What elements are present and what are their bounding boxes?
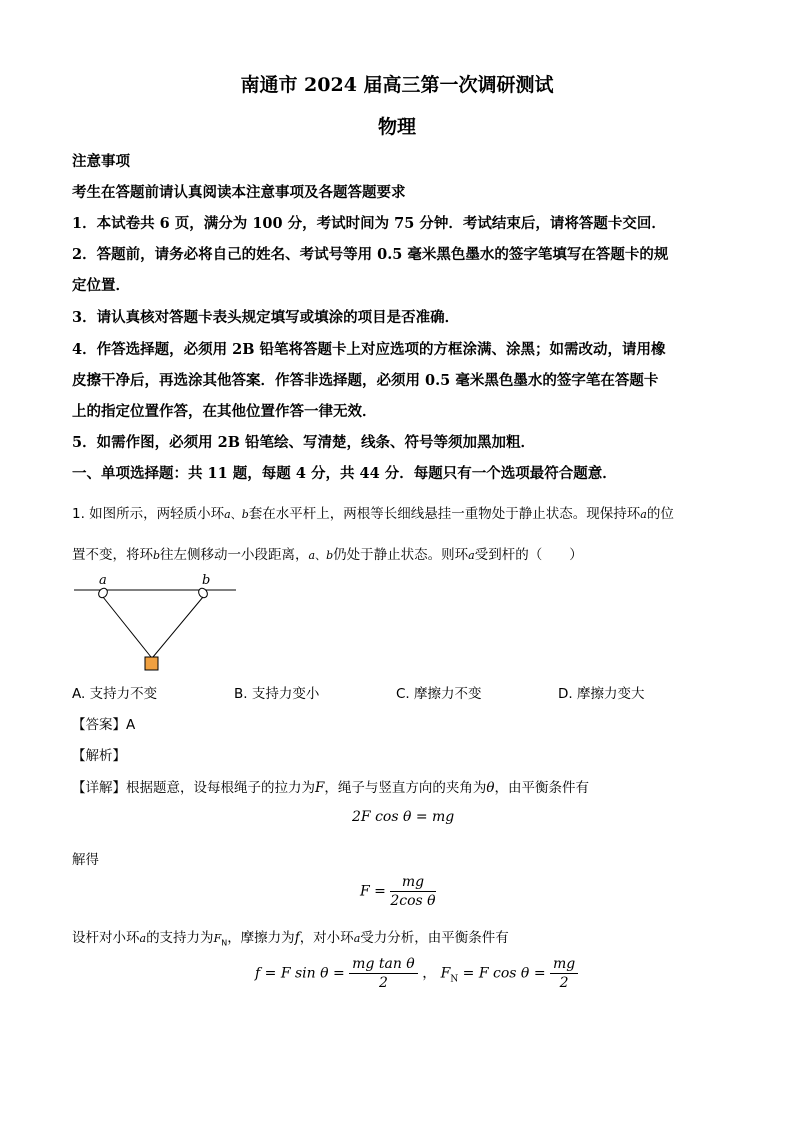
equation-1: 2F cos θ = mg (352, 809, 455, 825)
option-c: C. 摩擦力不变 (396, 686, 482, 702)
ring-a-symbol: a (224, 508, 231, 521)
label-a: a (99, 573, 107, 588)
label-b: b (202, 573, 211, 588)
ring-b-symbol: b (326, 549, 334, 562)
notice-item: 5．如需作图，必须用 2B 铅笔绘、写清楚，线条、符号等须加黑加粗． (72, 434, 536, 451)
option-a: A. 支持力不变 (72, 686, 158, 702)
option-d: D. 摩擦力变大 (558, 686, 645, 702)
notice-heading: 注意事项 (72, 153, 130, 170)
fraction: $\frac{\text{mg tan θ}}{2}$ (349, 956, 418, 991)
equation-2: F = $\frac{mg}{\text{2cos θ}}$ (360, 874, 436, 909)
notice-item: 2．答题前，请务必将自己的姓名、考试号等用 0.5 毫米黑色墨水的签字笔填写在答题卡的规 (72, 246, 669, 263)
notice-item: 3．请认真核对答题卡表头规定填写或填涂的项目是否准确． (72, 309, 460, 326)
ring-a-symbol: a (308, 549, 316, 562)
ring-a-symbol: a (640, 508, 647, 521)
string-left (103, 597, 151, 657)
detail-line: 【详解】根据题意，设每根绳子的拉力为F，绳子与竖直方向的夹角为θ，由平衡条件有 (72, 780, 590, 796)
hanging-weight (145, 657, 158, 670)
section-heading: 一、单项选择题：共 11 题，每题 4 分，共 44 分．每题只有一个选项最符合题意． (72, 465, 617, 482)
analysis-label: 【解析】 (72, 748, 126, 764)
option-b: B. 支持力变小 (234, 686, 320, 702)
notice-item: 1．本试卷共 6 页，满分为 100 分，考试时间为 75 分钟．考试结束后，请将答题卡交回． (72, 215, 666, 232)
fraction: $\frac{mg}{\text{2cos θ}}$ (390, 874, 436, 909)
force-analysis-line: 设杆对小环a的支持力为$F_N$，摩擦力为f，对小环a受力分析，由平衡条件有 (72, 930, 509, 948)
question-line-2: 置不变，将环b往左侧移动一小段距离，a、b仍处于静止状态。则环a受到杆的（ ） (72, 547, 583, 563)
ring-b-symbol: b (153, 549, 161, 562)
string-right (153, 597, 203, 657)
fraction: $\frac{mg}{2}$ (550, 956, 578, 991)
answer-label: 【答案】A (72, 717, 136, 733)
notice-intro: 考生在答题前请认真阅读本注意事项及各题答题要求 (72, 184, 406, 201)
notice-item: 皮擦干净后，再选涂其他答案．作答非选择题，必须用 0.5 毫米黑色墨水的签字笔在答题卡 (72, 372, 659, 389)
notice-item: 上的指定位置作答，在其他位置作答一律无效． (72, 403, 377, 420)
subject-title: 物理 (377, 116, 416, 138)
solve-label: 解得 (72, 852, 99, 868)
ring-b-symbol: b (241, 508, 249, 521)
rings-rod-figure (70, 570, 240, 674)
equation-3: f = F sin θ = $\frac{\text{mg tan θ}}{2}$ ， $F_N = F$ cos θ = $\frac{mg}{2}$ (255, 956, 578, 991)
question-line-1: 1. 如图所示，两轻质小环a、b套在水平杆上，两根等长细线悬挂一重物处于静止状态。现保持环a的位 (72, 506, 674, 522)
notice-item: 4．作答选择题，必须用 2B 铅笔将答题卡上对应选项的方框涂满、涂黑；如需改动，请用橡 (72, 341, 666, 358)
ring-a-symbol: a (468, 549, 475, 562)
notice-item: 定位置． (72, 277, 130, 294)
exam-title: 南通市 2024 届高三第一次调研测试 (240, 74, 554, 96)
